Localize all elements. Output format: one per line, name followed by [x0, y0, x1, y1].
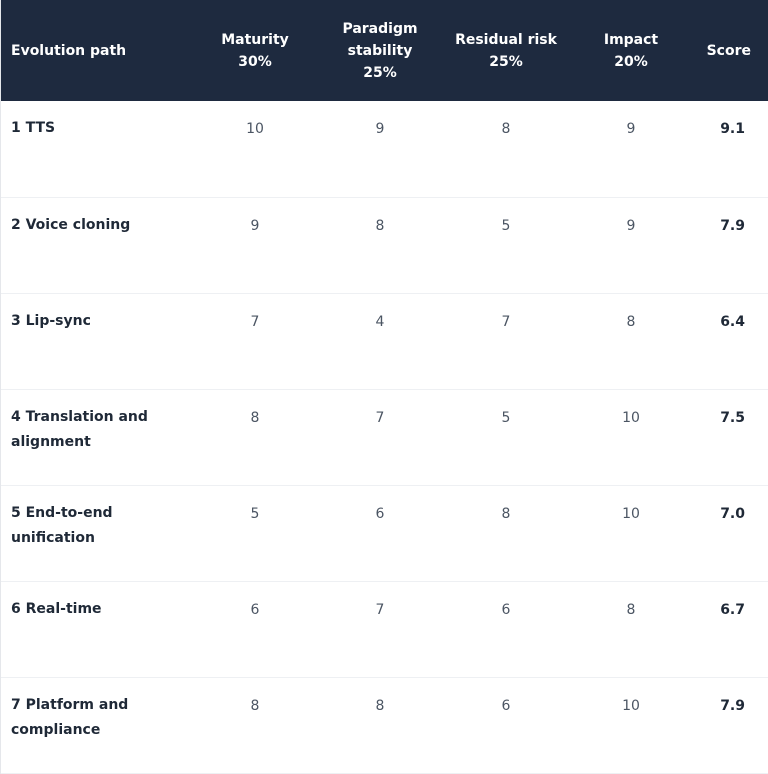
maturity-cell: 5 [250, 505, 260, 522]
stability-cell: 8 [375, 217, 385, 234]
impact-cell: 10 [622, 505, 640, 522]
score-cell: 7.0 [720, 505, 745, 522]
table-body [1, 101, 768, 773]
table-header [1, 0, 768, 101]
stability-cell: 8 [375, 697, 385, 714]
table-row [1, 485, 768, 581]
path-cell: 5 End-to-end unification [11, 504, 113, 546]
maturity-cell: 9 [250, 217, 260, 234]
stability-cell: 9 [375, 121, 385, 137]
score-cell: 7.5 [720, 409, 745, 426]
impact-cell: 10 [622, 409, 640, 426]
header-paradigm-stability: Paradigm stability 25% [342, 20, 418, 81]
risk-cell: 5 [501, 217, 511, 234]
risk-cell: 5 [501, 409, 511, 426]
scoring-table [1, 0, 768, 774]
stability-cell: 7 [375, 601, 385, 618]
score-cell: 9.1 [720, 121, 745, 137]
header-score: Score [706, 42, 751, 59]
risk-cell: 7 [501, 313, 511, 330]
header-maturity: Maturity 30% [221, 31, 289, 70]
stability-cell: 7 [375, 409, 385, 426]
header-evolution-path: Evolution path [11, 42, 127, 59]
score-cell: 6.4 [720, 313, 745, 330]
table-row [1, 101, 768, 197]
table-row [1, 197, 768, 293]
risk-cell: 6 [501, 601, 511, 618]
table-row [1, 389, 768, 485]
risk-cell: 8 [501, 505, 511, 522]
impact-cell: 8 [626, 601, 636, 618]
path-cell: 4 Translation and alignment [11, 408, 148, 450]
maturity-cell: 8 [250, 409, 260, 426]
path-cell: 7 Platform and compliance [11, 696, 129, 738]
risk-cell: 6 [501, 697, 511, 714]
header-row [1, 0, 768, 101]
table-row [1, 677, 768, 773]
table-row [1, 293, 768, 389]
maturity-cell: 8 [250, 697, 260, 714]
path-cell: 1 TTS [11, 120, 56, 136]
path-cell: 6 Real-time [11, 600, 102, 617]
impact-cell: 8 [626, 313, 636, 330]
impact-cell: 9 [626, 217, 636, 234]
maturity-cell: 6 [250, 601, 260, 618]
impact-cell: 9 [626, 121, 636, 137]
score-cell: 6.7 [720, 601, 745, 618]
maturity-cell: 10 [246, 121, 264, 137]
impact-cell: 10 [622, 697, 640, 714]
path-cell: 3 Lip-sync [11, 312, 91, 329]
stability-cell: 4 [375, 313, 385, 330]
path-cell: 2 Voice cloning [11, 216, 131, 233]
header-impact: Impact 20% [603, 31, 659, 70]
risk-cell: 8 [501, 121, 511, 137]
stability-cell: 6 [375, 505, 385, 522]
maturity-cell: 7 [250, 313, 260, 330]
table-row [1, 581, 768, 677]
score-cell: 7.9 [720, 697, 745, 714]
score-cell: 7.9 [720, 217, 745, 234]
header-residual-risk: Residual risk 25% [455, 31, 557, 70]
